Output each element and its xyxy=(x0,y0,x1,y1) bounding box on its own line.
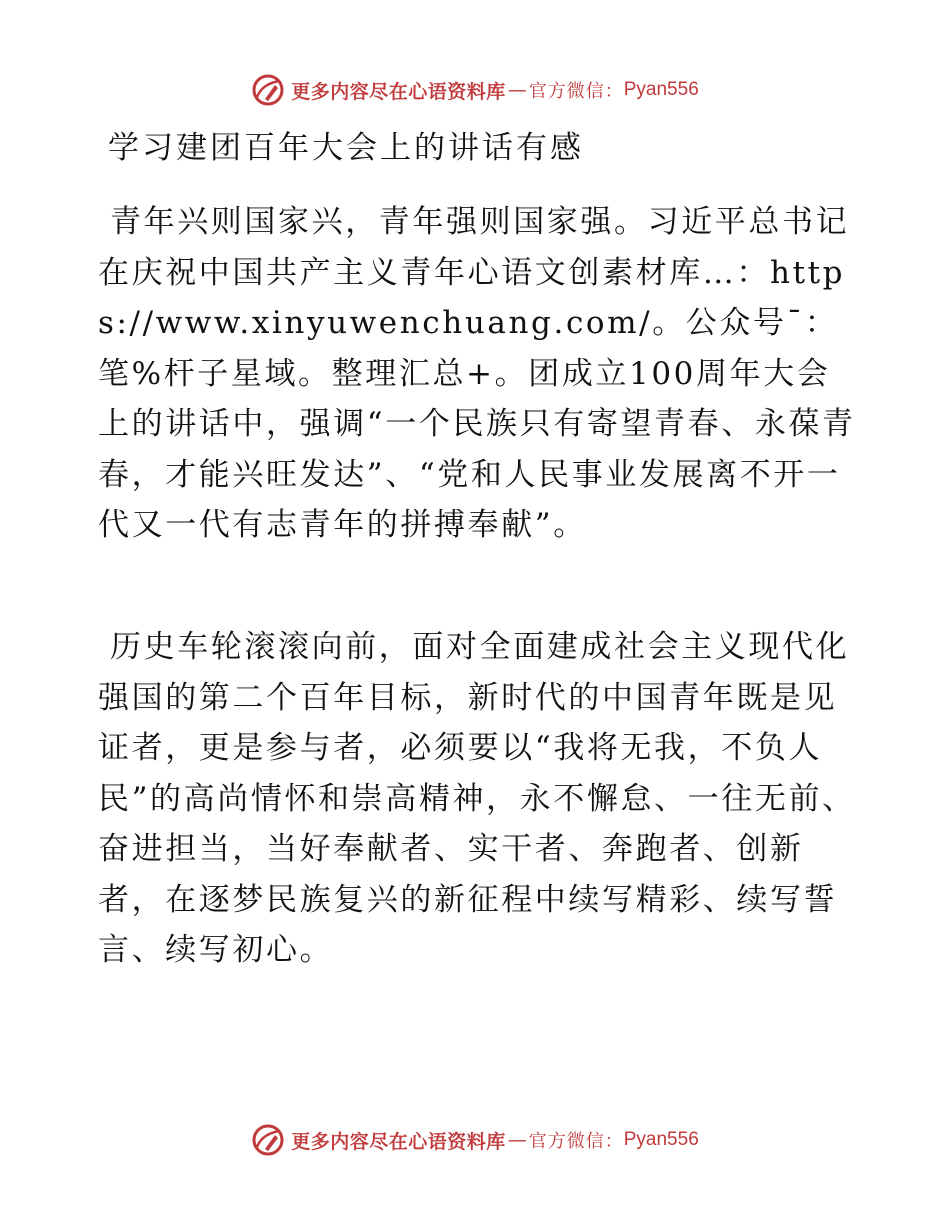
paragraph-2: 历史车轮滚滚向前，面对全面建成社会主义现代化强国的第二个百年目标，新时代的中国青年既是见证者，更是参与者，必须要以“我将无我，不负人民”的高尚情怀和崇高精神，永不懈怠、一往无前、奋进担当，当好奉献者、实干者、奔跑者、创新者，在逐梦民族复兴的新征程中续写精彩、续写誓言、续写初心。 xyxy=(98,629,856,968)
watermark-contact-label: 官方微信： xyxy=(528,81,624,102)
paragraph-1: 青年兴则国家兴，青年强则国家强。习近平总书记在庆祝中国共产主义青年心语文创素材库…：https://www.xinyuwenchuang.com/。公众号¯：笔%杆子星域。整理汇总+。团成立100周年大会上的讲话中，强调“一个民族只有寄望青春、永葆青春，才能兴旺发达”、“党和人民事业发展离不开一代又一代有志青年的拼搏奉献”。 xyxy=(98,204,856,543)
pen-seal-icon xyxy=(251,1123,285,1157)
watermark-site-text: 更多内容尽在心语资料库 xyxy=(291,80,506,103)
watermark-separator: — xyxy=(507,1129,527,1151)
watermark-contact-label: 官方微信： xyxy=(528,1131,624,1152)
footer-watermark xyxy=(0,1120,950,1160)
watermark-site-text: 更多内容尽在心语资料库 xyxy=(291,1130,506,1153)
header-watermark xyxy=(0,70,950,110)
document-title: 学习建团百年大会上的讲话有感 xyxy=(108,130,584,166)
watermark-contact-id: Pyan556 xyxy=(623,1129,699,1150)
watermark-contact-id: Pyan556 xyxy=(623,79,699,100)
pen-seal-icon xyxy=(251,73,285,107)
watermark-separator: — xyxy=(507,79,527,101)
